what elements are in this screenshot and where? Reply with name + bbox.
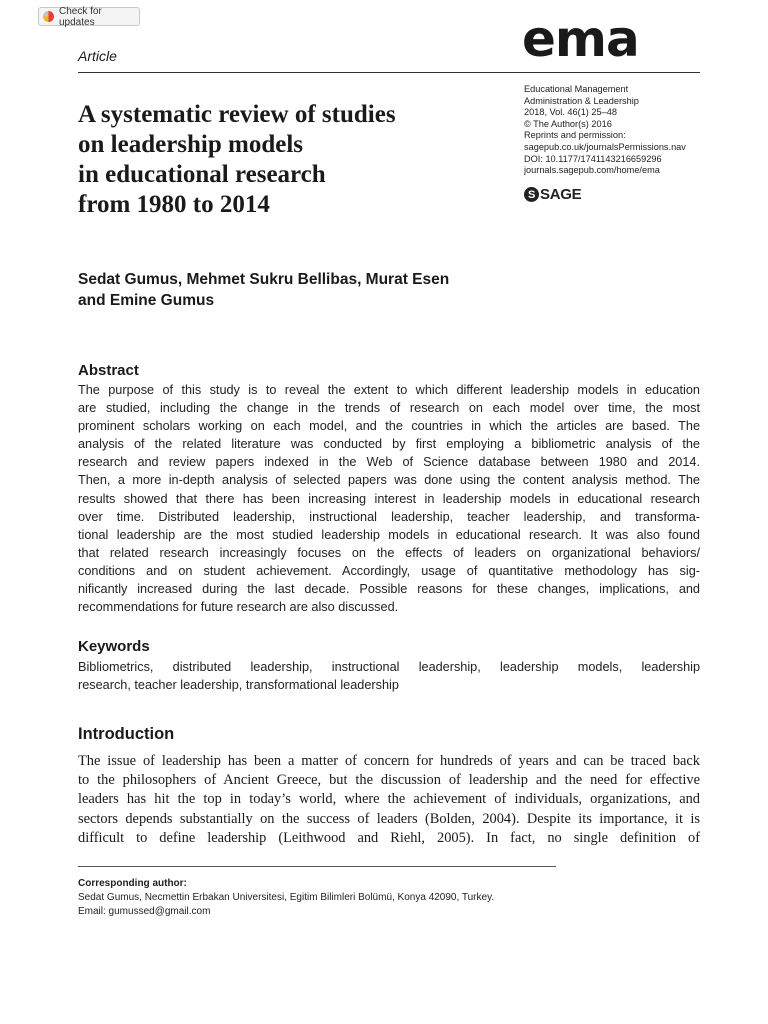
abstract-line: nificantly increased during the last decade. Possible reasons for these changes, implications, and (78, 582, 700, 597)
intro-line: The issue of leadership has been a matter of concern for hundreds of years and can be traced back (78, 753, 700, 769)
sage-icon: S (524, 187, 539, 202)
footnote-email[interactable]: Email: gumussed@gmail.com (78, 906, 211, 917)
intro-line: difficult to define leadership (Leithwood and Riehl, 2005). In fact, no single definition of (78, 829, 700, 846)
abstract-heading: Abstract (78, 362, 139, 379)
abstract-line: are studied, including the change in the trends of research on each model over time, the most (78, 401, 700, 416)
abstract-line: Then, a more in-depth analysis of selected papers was done using the content analysis method. The (78, 473, 700, 488)
author-line: Sedat Gumus, Mehmet Sukru Bellibas, Murat Esen (78, 271, 450, 288)
abstract-line: that related research increasingly focuses on the effects of leaders on organizational behaviors/ (78, 545, 700, 560)
abstract-line: results showed that there has been increasing interest in leadership models in educational research (78, 491, 700, 506)
publisher-logo (524, 186, 581, 203)
introduction-text (78, 752, 700, 848)
journal-volume: 2018, Vol. 46(1) 25–48 (524, 107, 617, 118)
footnote-heading: Corresponding author: (78, 878, 187, 889)
footnote-address: Sedat Gumus, Necmettin Erbakan Universitesi, Egitim Bilimleri Bolümü, Konya 42090, Turkey. (78, 892, 495, 903)
intro-line: leaders has hit the top in today’s world, where the achievement of individuals, organizations, and (78, 791, 700, 808)
intro-line: sectors depends substantially on the success of leaders (Bolden, 2004). Despite its importance, it is (78, 810, 700, 827)
publisher-name: SAGE (540, 186, 582, 203)
author-line: and Emine Gumus (78, 292, 215, 309)
abstract-line: conditions and on student achievement. Accordingly, usage of quantitative methodology has sig- (78, 563, 700, 578)
paper-title (78, 100, 508, 220)
title-line: in educational research (78, 161, 326, 188)
copyright: © The Author(s) 2016 (524, 118, 612, 129)
abstract-text (78, 381, 700, 616)
keywords-text (78, 658, 700, 694)
intro-line: to the philosophers of Ancient Greece, but the discussion of leadership and the need for effective (78, 772, 700, 789)
abstract-line: research and review papers indexed in the Web of Science database between 1980 and 2014. (78, 455, 700, 470)
abstract-line: over time. Distributed leadership, instructional leadership, teacher leadership, and transforma- (78, 509, 700, 524)
title-line: A systematic review of studies (78, 101, 396, 128)
footnote-divider (78, 866, 556, 867)
journal-logo: ema (522, 10, 639, 68)
crossmark-icon (43, 11, 54, 22)
check-for-updates-button[interactable] (38, 7, 140, 26)
check-for-updates-label: Check for updates (59, 5, 102, 28)
keywords-line: Bibliometrics, distributed leadership, instructional leadership, leadership models, leadership (78, 660, 700, 674)
journal-info (524, 84, 724, 177)
abstract-line: tional leadership are the most studied leadership models in educational research. It was also found (78, 527, 700, 542)
abstract-line: prominent scholars working on each model, and the countries in which the articles are based. The (78, 419, 700, 434)
title-line: from 1980 to 2014 (78, 191, 270, 218)
journal-name-line: Administration & Leadership (524, 95, 639, 106)
keywords-heading: Keywords (78, 638, 150, 655)
journal-name-line: Educational Management (524, 84, 629, 94)
journal-home-link[interactable]: journals.sagepub.com/home/ema (524, 165, 660, 176)
reprints-label: Reprints and permission: (524, 130, 626, 141)
introduction-heading: Introduction (78, 725, 175, 743)
corresponding-author-note (78, 877, 698, 919)
permissions-link[interactable]: sagepub.co.uk/journalsPermissions.nav (524, 141, 686, 152)
title-line: on leadership models (78, 131, 304, 158)
abstract-line: recommendations for future research are also discussed. (78, 600, 399, 615)
abstract-line: analysis of the related literature was conducted by first employing a bibliometric analysis of the (78, 437, 700, 452)
keywords-line: research, teacher leadership, transformational leadership (78, 678, 399, 693)
doi-link[interactable]: DOI: 10.1177/1741143216659296 (524, 153, 662, 164)
author-list (78, 269, 598, 311)
abstract-line: The purpose of this study is to reveal the extent to which different leadership models in education (78, 383, 700, 397)
article-type-label: Article (78, 48, 117, 64)
header-divider (78, 72, 700, 73)
